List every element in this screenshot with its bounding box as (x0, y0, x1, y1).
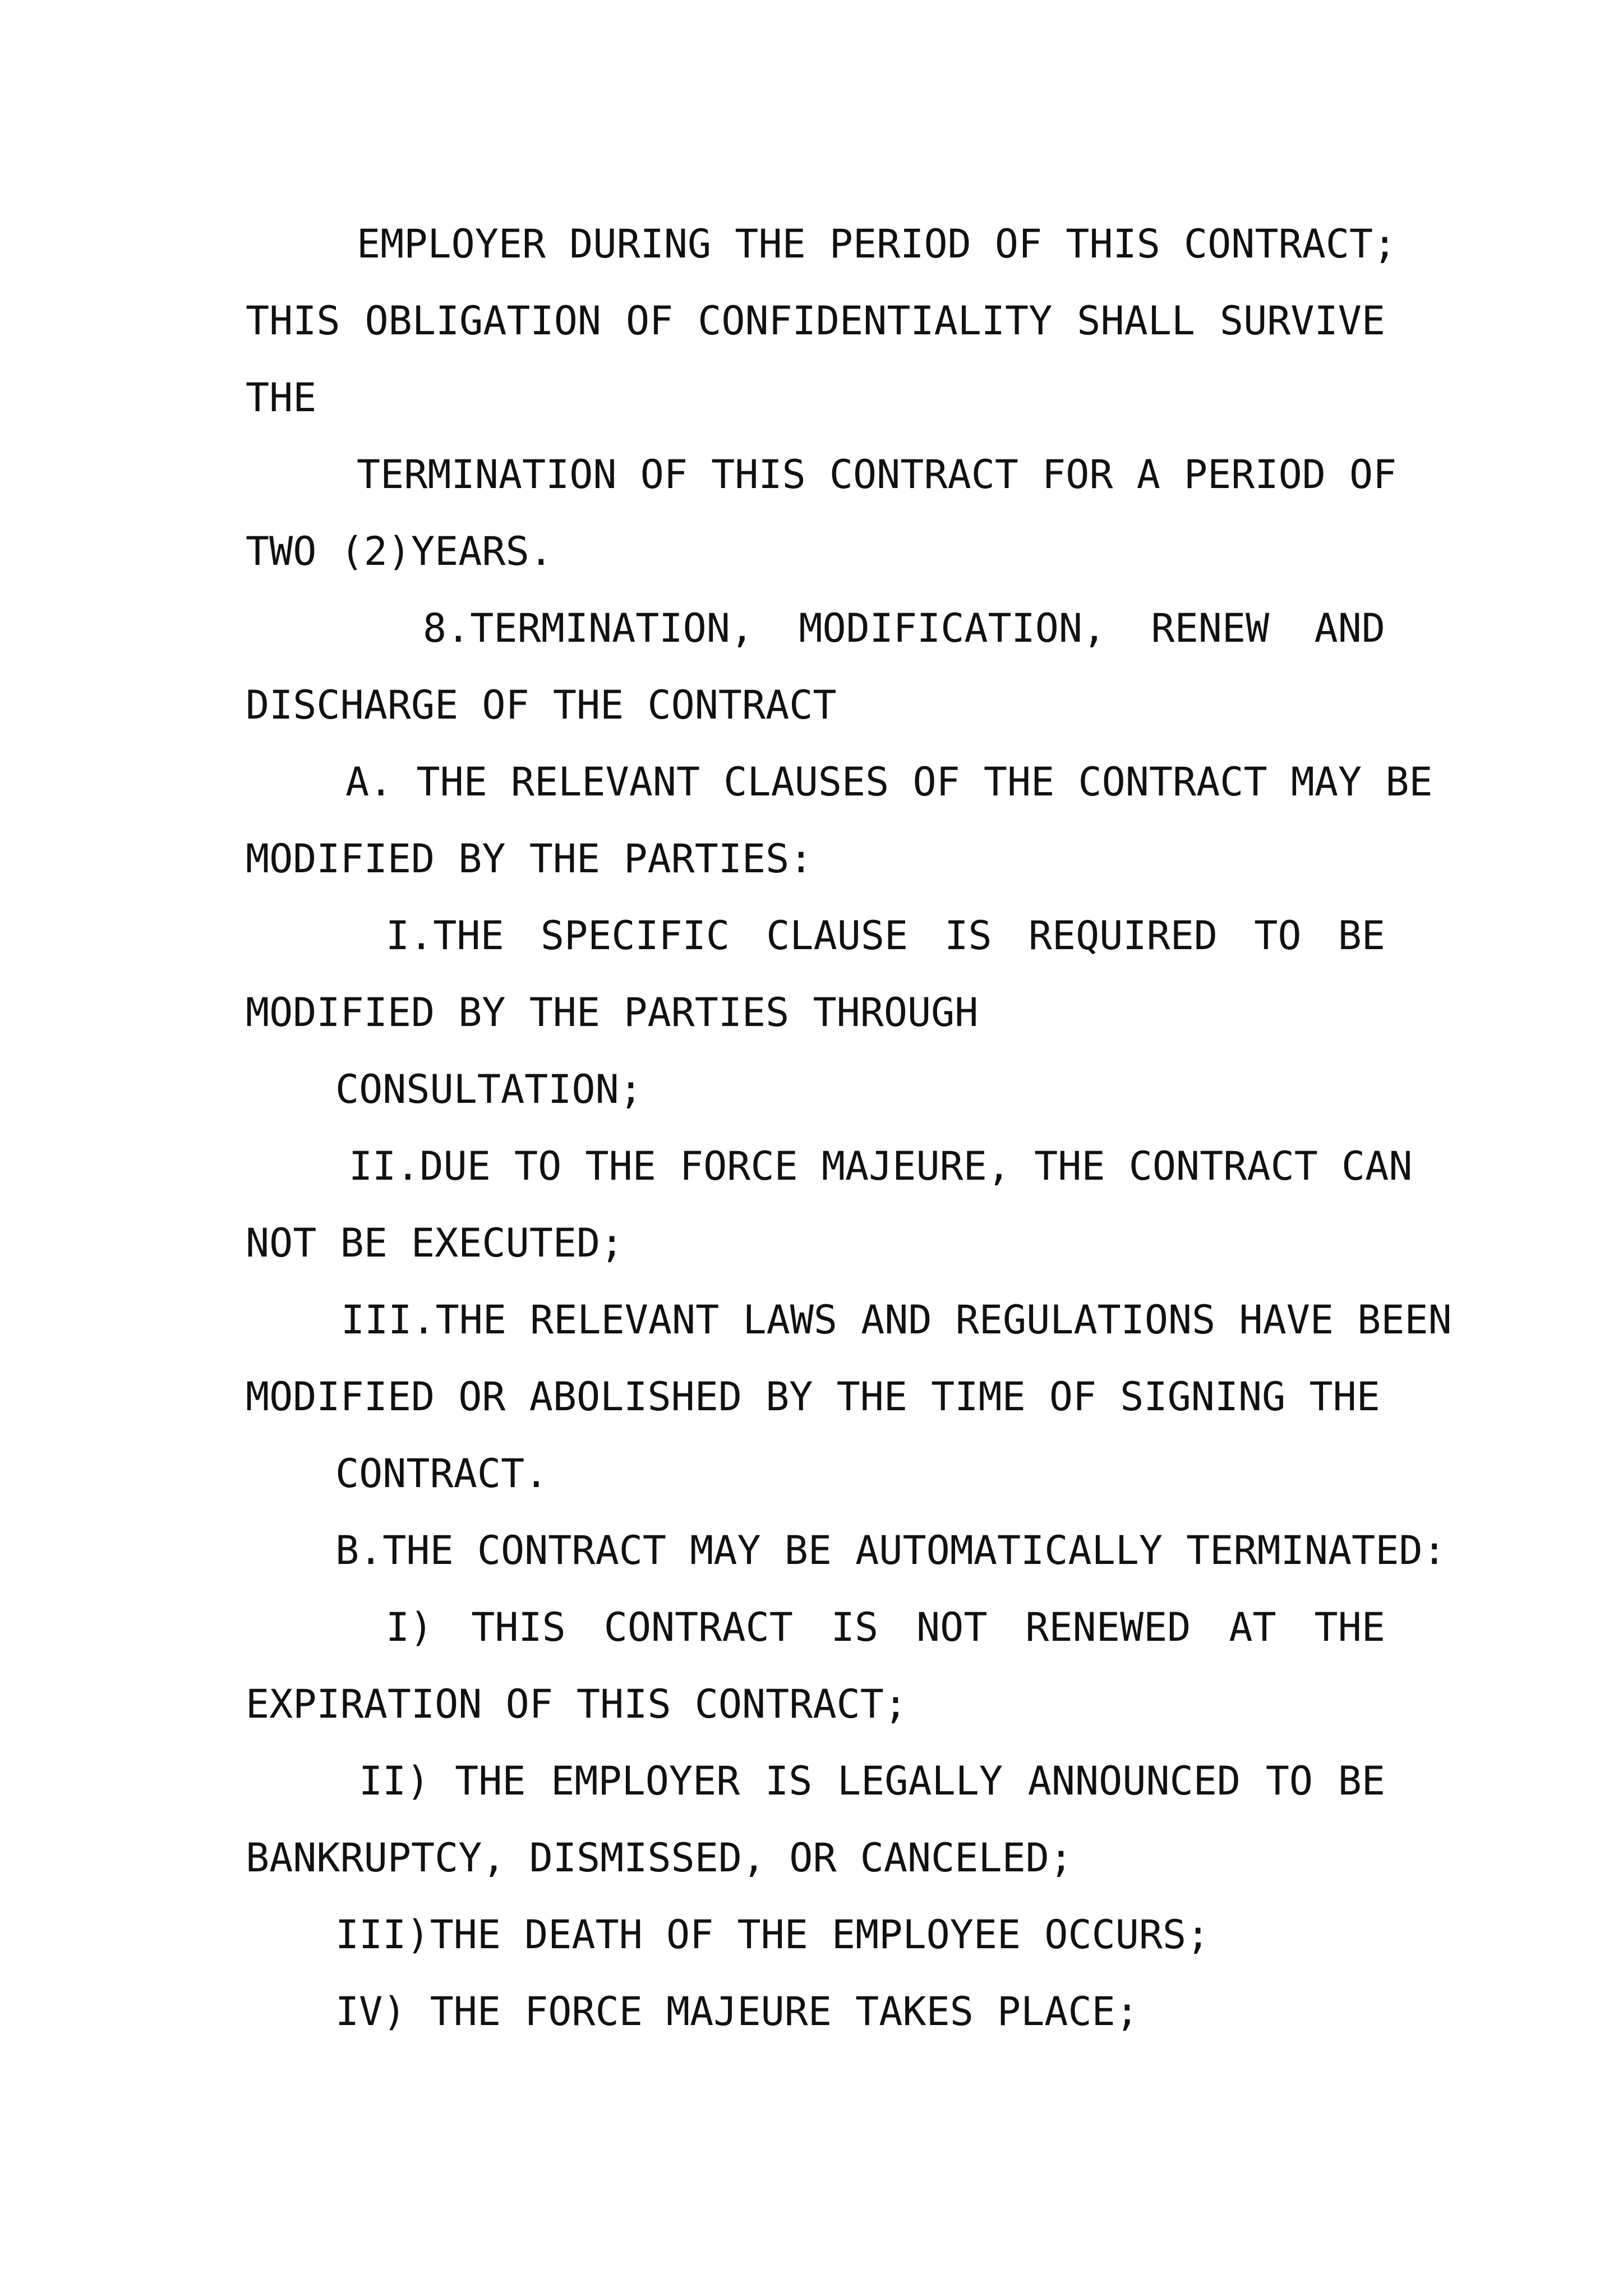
text-line: A. THE RELEVANT CLAUSES OF THE CONTRACT MAY BE (345, 759, 1433, 805)
text-line: MODIFIED BY THE PARTIES THROUGH (246, 990, 979, 1036)
text-line: BANKRUPTCY, DISMISSED, OR CANCELED; (246, 1835, 1073, 1881)
text-line: THIS OBLIGATION OF CONFIDENTIALITY SHALL SURVIVE (246, 298, 1385, 344)
section-heading: 8.TERMINATION, MODIFICATION, RENEW AND (423, 605, 1385, 651)
text-line: II) THE EMPLOYER IS LEGALLY ANNOUNCED TO BE (359, 1758, 1385, 1804)
text-line: MODIFIED OR ABOLISHED BY THE TIME OF SIGNING THE (246, 1374, 1380, 1420)
text-line: I) THIS CONTRACT IS NOT RENEWED AT THE (386, 1604, 1385, 1650)
text-line: EMPLOYER DURING THE PERIOD OF THIS CONTRACT; (357, 221, 1397, 267)
text-line: TERMINATION OF THIS CONTRACT FOR A PERIOD OF (357, 452, 1397, 498)
text-line: IV) THE FORCE MAJEURE TAKES PLACE; (335, 1989, 1139, 2035)
text-line: THE (246, 375, 317, 421)
section-heading: DISCHARGE OF THE CONTRACT (246, 682, 837, 728)
text-line: MODIFIED BY THE PARTIES: (246, 836, 813, 882)
text-line: III.THE RELEVANT LAWS AND REGULATIONS HAVE BEEN (341, 1297, 1452, 1343)
text-line: B.THE CONTRACT MAY BE AUTOMATICALLY TERMINATED: (335, 1527, 1446, 1573)
text-line: III)THE DEATH OF THE EMPLOYEE OCCURS; (335, 1912, 1210, 1958)
text-line: CONSULTATION; (335, 1066, 643, 1112)
text-line: TWO (2)YEARS. (246, 528, 553, 574)
text-line: I.THE SPECIFIC CLAUSE IS REQUIRED TO BE (386, 913, 1385, 959)
text-line: EXPIRATION OF THIS CONTRACT; (246, 1681, 908, 1727)
text-line: NOT BE EXECUTED; (246, 1220, 624, 1266)
text-line: II.DUE TO THE FORCE MAJEURE, THE CONTRACT CAN (349, 1143, 1413, 1189)
text-line: CONTRACT. (335, 1451, 548, 1497)
